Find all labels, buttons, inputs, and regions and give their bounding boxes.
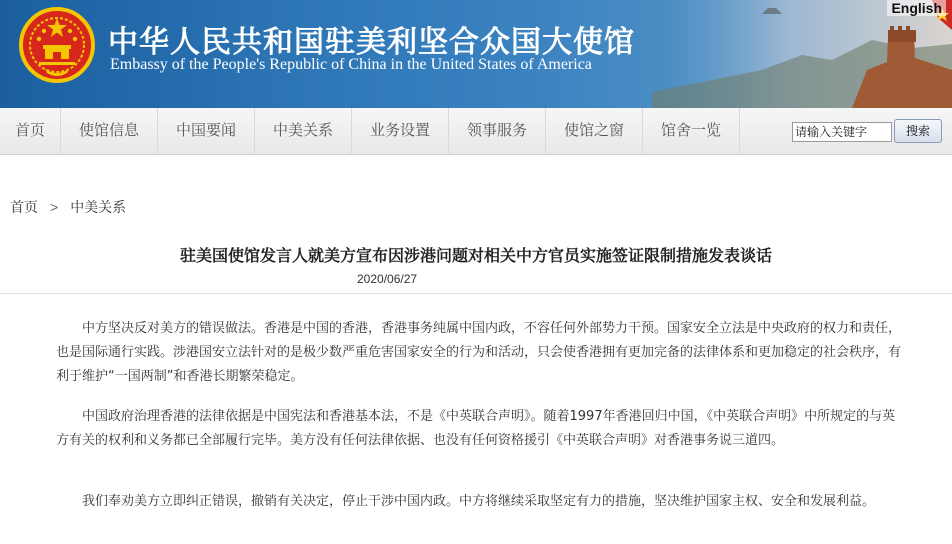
breadcrumb-separator: >: [50, 199, 59, 215]
breadcrumb-home-link[interactable]: 首页: [10, 199, 38, 215]
site-title-english: Embassy of the People's Republic of China in the United States of America: [110, 56, 592, 73]
divider: [0, 293, 952, 294]
article-title: 驻美国使馆发言人就美方宣布因涉港问题对相关中方官员实施签证限制措施发表谈话: [179, 246, 772, 265]
nav-item-premises[interactable]: 馆舍一览: [643, 108, 740, 154]
nav-item-home[interactable]: 首页: [0, 108, 61, 154]
english-language-link[interactable]: English: [887, 0, 946, 16]
nav-item-china-news[interactable]: 中国要闻: [158, 108, 255, 154]
article-paragraph: 我们奉劝美方立即纠正错误，撤销有关决定，停止干涉中国内政。中方将继续采取坚定有力的措施，坚决维护国家主权、安全和发展利益。: [82, 494, 876, 509]
nav-item-china-us-relations[interactable]: 中美关系: [255, 108, 352, 154]
search-input[interactable]: 请输入关键字: [792, 122, 892, 142]
breadcrumb: [10, 197, 126, 217]
nav-item-departments[interactable]: 业务设置: [352, 108, 449, 154]
header-banner: [0, 0, 952, 108]
nav-item-embassy-window[interactable]: 使馆之窗: [546, 108, 643, 154]
nav-item-consular-services[interactable]: 领事服务: [449, 108, 546, 154]
national-emblem-icon: [17, 7, 97, 85]
great-wall-image: [652, 0, 952, 108]
search-button[interactable]: 搜索: [894, 119, 942, 143]
article-paragraph: 中方坚决反对美方的错误做法。香港是中国的香港，香港事务纯属中国内政，不容任何外部势力干预。国家安全立法是中央政府的权力和责任，也是国际通行实践。涉港国安立法针对的是极少数严重危害国家安全的行为和活动，只会使香港拥有更加完备的法律体系和更加稳定的社会秩序，有利于维护“一国两制”和香港长期繁荣稳定。: [56, 321, 902, 384]
article-paragraph: 中国政府治理香港的法律依据是中国宪法和香港基本法，不是《中英联合声明》。随着1997年香港回归中国，《中英联合声明》中所规定的与英方有关的权利和义务都已全部履行完毕。美方没有任何法律依据、也没有任何资格援引《中英联合声明》对香港事务说三道四。: [56, 409, 896, 448]
site-title-chinese: 中华人民共和国驻美利坚合众国大使馆: [108, 25, 635, 60]
article-date: 2020/06/27: [357, 272, 418, 286]
nav-item-embassy-info[interactable]: 使馆信息: [61, 108, 158, 154]
breadcrumb-current-link[interactable]: 中美关系: [70, 199, 127, 215]
